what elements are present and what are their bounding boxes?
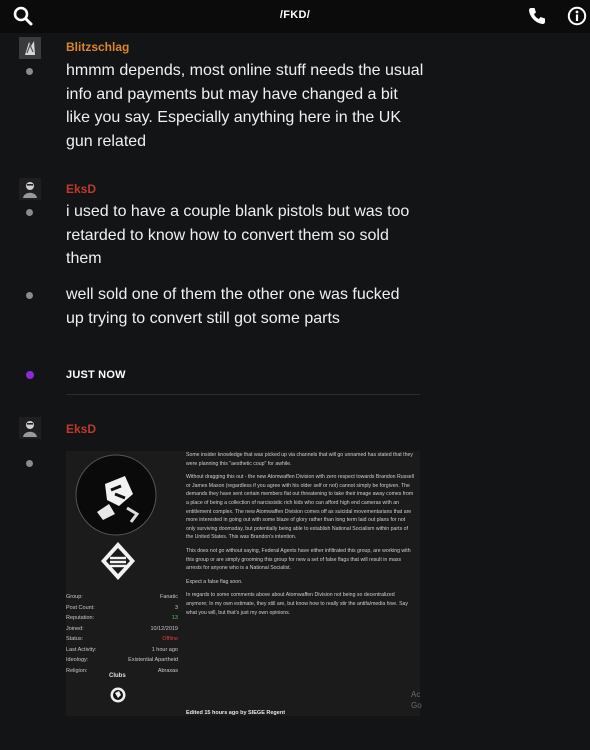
corner-text bbox=[411, 689, 422, 711]
stat-row bbox=[66, 603, 182, 614]
stat-row bbox=[66, 645, 182, 656]
profile-sidebar bbox=[66, 451, 184, 716]
time-separator: JUST NOW bbox=[66, 369, 126, 381]
message-bullet bbox=[26, 68, 33, 75]
post-paragraph: This does not go without saying, Federal Agents have either infiltrated this group, are working with this group or are simply grooming this group for new a set of false flags that will result in mass arrests for anyone who is a National Socialist. bbox=[186, 547, 411, 572]
stat-row bbox=[66, 634, 182, 645]
message-author[interactable]: EksD bbox=[66, 422, 97, 436]
message-bullet bbox=[26, 460, 33, 467]
stat-key: Last Activity: bbox=[66, 646, 97, 653]
stat-key: Ideology: bbox=[66, 657, 89, 663]
image-attachment[interactable] bbox=[66, 451, 420, 716]
message-text: i used to have a couple blank pistols but was too retarded to know how to convert them so sold them bbox=[66, 203, 410, 267]
profile-stats bbox=[66, 592, 182, 676]
clubs-label: Clubs bbox=[109, 673, 126, 679]
top-bar bbox=[0, 0, 590, 33]
message-bullet bbox=[26, 292, 33, 299]
stat-key: Post Count: bbox=[66, 604, 95, 611]
post-paragraph: Some insider knowledge that was picked up via channels that will go unnamed has stated that they were planning this "aesthetic coup" for awhile. bbox=[186, 452, 413, 467]
stat-key: Joined: bbox=[66, 625, 84, 632]
stat-value: Existential Apartheid bbox=[128, 657, 178, 663]
stat-value: 13 bbox=[171, 615, 178, 621]
divider bbox=[66, 394, 420, 395]
stat-row bbox=[66, 655, 182, 666]
division-logo bbox=[100, 541, 136, 581]
stat-value: Fanatic bbox=[159, 594, 178, 600]
corner-text-1: Ac bbox=[411, 690, 421, 699]
stat-row bbox=[66, 613, 182, 624]
club-icon bbox=[110, 687, 126, 703]
stat-key: Reputation: bbox=[66, 615, 95, 621]
edited-note bbox=[186, 710, 285, 716]
message-author[interactable]: EksD bbox=[66, 182, 97, 196]
stat-value: 10/12/2019 bbox=[150, 625, 178, 632]
stat-key: Status: bbox=[66, 636, 84, 642]
edited-by: SIEGE Regent bbox=[248, 710, 286, 716]
post-paragraph: Expect a false flag soon. bbox=[186, 578, 243, 585]
avatar[interactable] bbox=[19, 417, 41, 439]
stat-value: Offline bbox=[162, 636, 178, 642]
stat-row bbox=[66, 592, 182, 603]
avatar[interactable] bbox=[19, 178, 41, 200]
siege-logo bbox=[75, 454, 157, 536]
post-paragraph: Without dragging this out - the new Atomwaffen Division with zero respect towards Brandon Russell or James Mason (regardless if you agree with his older self or not) cannot simply be forgiven. The demands they have sent certain members flat out threatening to take their image away comes from a place of being a collection of narcissistic rich kids who can afford high end cameras with an entitlement complex. The new Atomwaffen Division comes off as suicidal movementarians that are more interested in going out with some blaze of glory rather than long term laid out plans for not only surviving doomsday, but potentially being able to establish National Socialism within parts of the United States. This was Brandon's intention. bbox=[186, 474, 414, 541]
post-paragraph: In regards to some comments above about Atomwaffen Division not being so decentralized anymore; In my own estimate, they still are, but know how to really stir the antifa/media hive. Say what you will, but that's just my own opinions. bbox=[186, 592, 409, 616]
new-message-marker bbox=[26, 371, 34, 379]
info-icon[interactable] bbox=[566, 5, 588, 27]
message-author[interactable]: Blitzschlag bbox=[66, 40, 130, 54]
stat-key: Group: bbox=[66, 594, 83, 600]
stat-key: Religion: bbox=[66, 667, 88, 674]
phone-icon[interactable] bbox=[526, 5, 548, 27]
post-body bbox=[186, 451, 416, 716]
message-text: hmmm depends, most online stuff needs the usual info and payments but may have changed a bit like you say. Especially anything here in the UK gun related bbox=[66, 62, 424, 150]
corner-text-2: Go bbox=[411, 701, 422, 710]
avatar[interactable] bbox=[19, 37, 41, 59]
message-bullet bbox=[26, 209, 33, 216]
stat-value: Abraxas bbox=[157, 667, 178, 674]
stat-row bbox=[66, 624, 182, 635]
edited-prefix: Edited 15 hours ago by bbox=[186, 710, 247, 716]
stat-value: 3 bbox=[174, 604, 178, 611]
stat-value: 1 hour ago bbox=[151, 646, 178, 653]
message-text: well sold one of them the other one was fucked up trying to convert still got some parts bbox=[66, 286, 400, 327]
chat-title: /FKD/ bbox=[279, 9, 311, 21]
